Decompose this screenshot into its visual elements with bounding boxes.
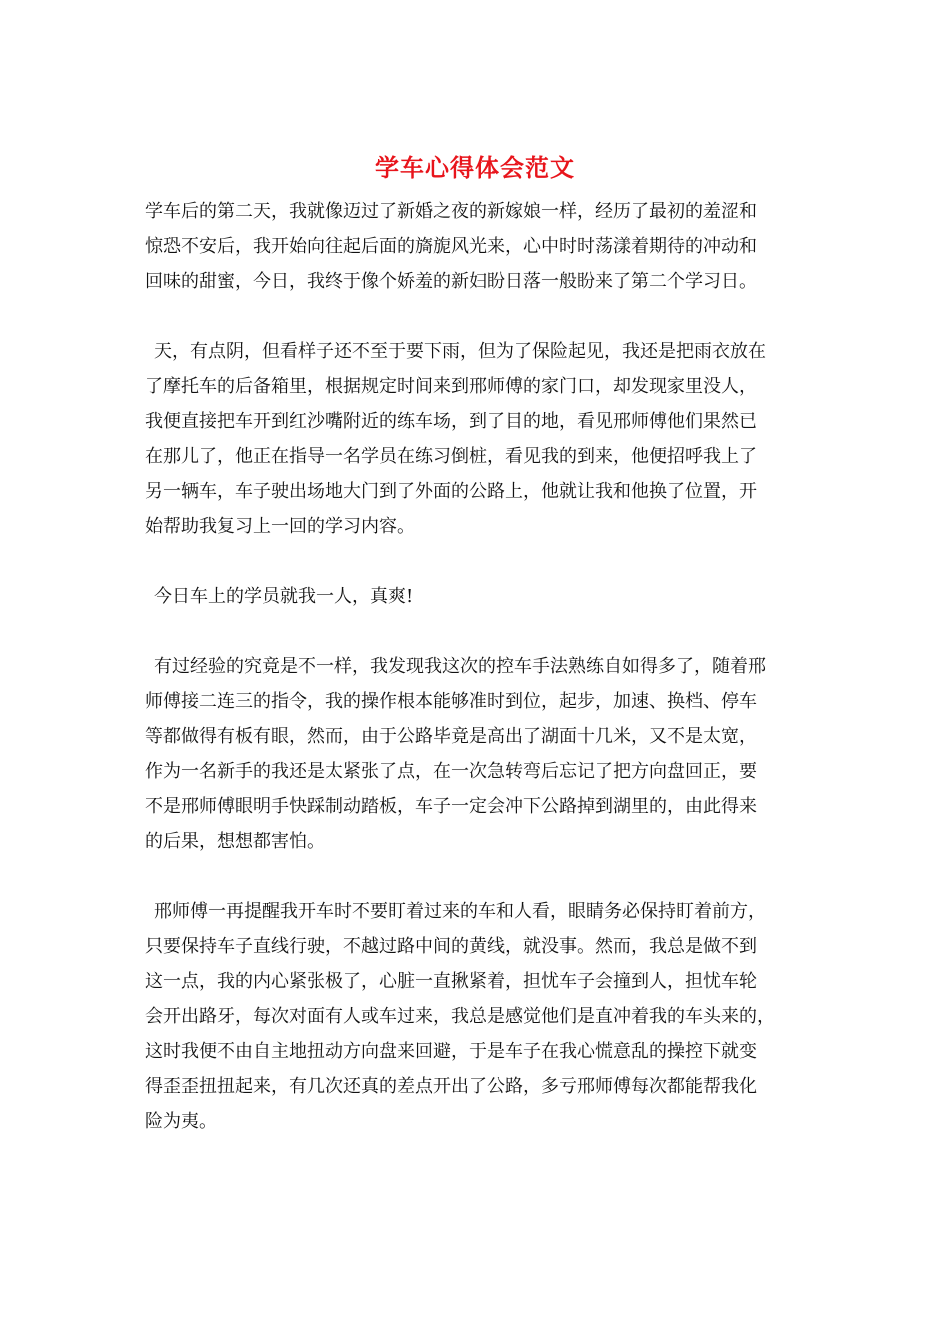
paragraph-3 [145,579,805,614]
paragraph-line: 不是邢师傅眼明手快踩制动踏板，车子一定会冲下公路掉到湖里的，由此得来 [145,796,757,817]
paragraph-1 [145,194,805,299]
paragraph-4 [145,649,805,859]
paragraph-line: 邢师傅一再提醒我开车时不要盯着过来的车和人看，眼睛务必保持盯着前方， [154,901,766,922]
paragraph-line: 始帮助我复习上一回的学习内容。 [145,516,415,537]
paragraph-line: 会开出路牙，每次对面有人或车过来，我总是感觉他们是直冲着我的车头来的， [145,1006,775,1027]
paragraph-line: 这时我便不由自主地扭动方向盘来回避，于是车子在我心慌意乱的操控下就变 [145,1041,757,1062]
paragraph-5 [145,894,805,1139]
paragraph-line: 只要保持车子直线行驶，不越过路中间的黄线，就没事。然而，我总是做不到 [145,936,757,957]
paragraph-line: 今日车上的学员就我一人，真爽! [154,586,414,607]
paragraph-line: 学车后的第二天，我就像迈过了新婚之夜的新嫁娘一样，经历了最初的羞涩和 [145,201,757,222]
paragraph-line: 师傅接二连三的指令，我的操作根本能够准时到位，起步，加速、换档、停车 [145,691,757,712]
paragraph-2 [145,334,805,544]
paragraph-line: 了摩托车的后备箱里，根据规定时间来到邢师傅的家门口，却发现家里没人， [145,376,757,397]
paragraph-line: 作为一名新手的我还是太紧张了点，在一次急转弯后忘记了把方向盘回正，要 [145,761,757,782]
paragraph-line: 等都做得有板有眼，然而，由于公路毕竟是高出了湖面十几米，又不是太宽， [145,726,757,747]
paragraph-line: 这一点，我的内心紧张极了，心脏一直揪紧着，担忧车子会撞到人，担忧车轮 [145,971,757,992]
paragraph-line: 另一辆车，车子驶出场地大门到了外面的公路上，他就让我和他换了位置，开 [145,481,757,502]
paragraph-line: 在那儿了，他正在指导一名学员在练习倒桩，看见我的到来，他便招呼我上了 [145,446,757,467]
paragraph-line: 我便直接把车开到红沙嘴附近的练车场，到了目的地，看见邢师傅他们果然已 [145,411,757,432]
paragraph-line: 的后果，想想都害怕。 [145,831,325,852]
document-title: 学车心得体会范文 [375,154,575,182]
paragraph-line: 回味的甜蜜，今日，我终于像个娇羞的新妇盼日落一般盼来了第二个学习日。 [145,271,757,292]
paragraph-line: 得歪歪扭扭起来，有几次还真的差点开出了公路，多亏邢师傅每次都能帮我化 [145,1076,757,1097]
paragraph-line: 有过经验的究竟是不一样，我发现我这次的控车手法熟练自如得多了，随着邢 [154,656,766,677]
paragraph-line: 险为夷。 [145,1111,217,1132]
paragraph-line: 惊恐不安后，我开始向往起后面的旖旎风光来，心中时时荡漾着期待的冲动和 [145,236,757,257]
paragraph-line: 天，有点阴，但看样子还不至于要下雨，但为了保险起见，我还是把雨衣放在 [154,341,766,362]
document-body [145,194,805,1139]
